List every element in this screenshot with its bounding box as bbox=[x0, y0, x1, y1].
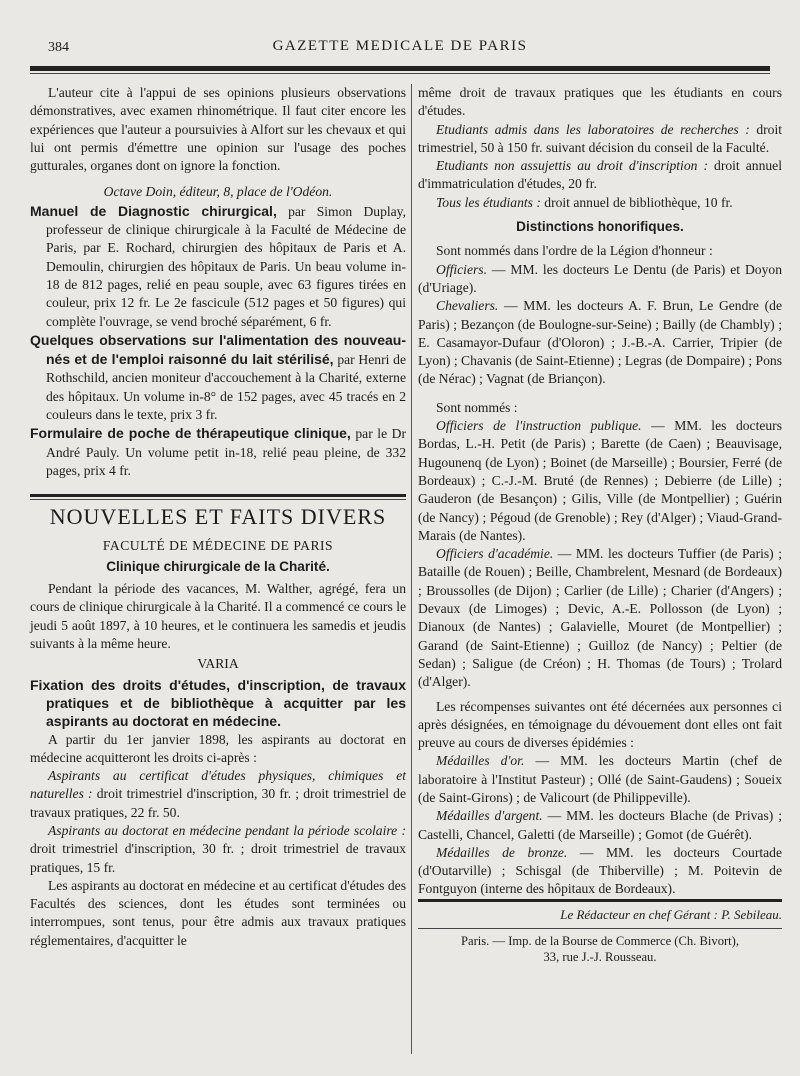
paragraph-text: droit trimestriel d'inscription, 30 fr. ; droit trimestriel de travaux pratiques, 15 fr. bbox=[30, 841, 406, 875]
page-number: 384 bbox=[48, 40, 69, 55]
right-column bbox=[418, 84, 782, 965]
italic-lead: Tous les étudiants : bbox=[436, 194, 541, 210]
book-notice bbox=[30, 424, 406, 480]
header-rule bbox=[30, 66, 770, 71]
editor-signature: Le Rédacteur en chef Gérant : P. Sebileau. bbox=[418, 899, 782, 924]
imprint-line: 33, rue J.-J. Rousseau. bbox=[543, 950, 657, 965]
varia-heading: VARIA bbox=[197, 656, 239, 672]
subheading: Distinctions honorifiques. bbox=[516, 219, 684, 235]
paragraph-text: droit trimestriel d'inscription, 30 fr. ; droit trimestriel de travaux pratiques, 22 fr. 50. bbox=[30, 786, 406, 820]
book-title: Quelques observations sur l'alimentation des nouveau-nés et de l'emploi raisonné du lait stérilisé, bbox=[30, 331, 406, 368]
italic-lead: Aspirants au certificat d'études physiques, chimiques et naturelles : bbox=[30, 768, 406, 802]
book-title: Manuel de Diagnostic chirurgical, bbox=[30, 202, 277, 219]
paragraph bbox=[418, 545, 782, 691]
paragraph: Sont nommés : bbox=[436, 399, 518, 415]
paragraph-text: droit annuel de bibliothèque, 10 fr. bbox=[540, 194, 733, 210]
article-heading: Fixation des droits d'études, d'inscription, de travaux pratiques et de bibliothèque à acquitter par les aspirants au doctorat en médecine. bbox=[30, 676, 406, 730]
paragraph-text: — MM. les docteurs Le Dentu (de Paris) et Doyon (d'Uriage). bbox=[418, 261, 782, 295]
book-description: par le Dr André Pauly. Un volume petit in-18, relié peau pleine, de 332 pages, prix 4 fr. bbox=[46, 426, 406, 478]
paragraph-text: — MM. les docteurs Courtade (d'Outarville) ; Schisgal (de Thiberville) ; M. Poitevin de Fontguyon (interne des hôpitaux de Bordeaux). bbox=[418, 844, 782, 897]
printer-imprint bbox=[418, 928, 782, 965]
faculty-heading: FACULTÉ DE MÉDECINE DE PARIS bbox=[102, 537, 334, 553]
imprint-line: Paris. — Imp. de la Bourse de Commerce (Ch. Bivort), bbox=[460, 934, 740, 949]
paragraph-text: — MM. les docteurs A. F. Brun, Le Gendre (de Paris) ; Bezançon (de Boulogne-sur-Seine) ; Bailly (de Chambly) ; E. Casamayor-Dufaur (d'Oloron) ; J.-B.-A. Carrier, Tripier (de Lyon) ; Chavanis (de Saint-Etienne) ; Legras (de Dompaire) ; Pons (de Nérac) ; Vagnat (de Briançon). bbox=[418, 298, 782, 387]
italic-lead: Médailles de bronze. bbox=[436, 844, 568, 860]
paragraph-text: — MM. les docteurs Blache (de Privas) ; Castelli, Chancel, Galetti (de Marseille) ; Gomot (de Guérêt). bbox=[418, 808, 782, 842]
italic-lead: Officiers. bbox=[436, 261, 487, 277]
paragraph bbox=[418, 807, 782, 844]
paragraph bbox=[418, 157, 782, 194]
italic-lead: Médailles d'argent. bbox=[436, 808, 543, 824]
paragraph-text: — MM. les docteurs Tuffier (de Paris) ; Bataille (de Rouen) ; Beille, Chambrelent, Mesnard (de Bordeaux) ; Broussolles (de Dijon) ; Carlier (de Lille) ; Charier (d'Angers) ; Devaux (de Limoges) ; Devic, A.-E. Pollosson (de Lyon) ; Dianoux (de Nantes) ; Galavielle, Mouret (de Montpellier) ; Garand (de Saint-Etienne) ; Guilloz (de Nancy) ; Peltier (de Sedan) ; Saligue (de Créon) ; H. Thomas (de Tours) ; Trolard (d'Alger). bbox=[418, 546, 782, 690]
paragraph bbox=[418, 844, 782, 899]
paragraph: Les aspirants au doctorat en médecine et au certificat d'études des Facultés des sciences, dont les études sont terminées ou interrompues, sont tenus, pour être admis aux travaux pratiques réglementaires, d'acquitter le bbox=[30, 877, 406, 948]
paragraph-text: — MM. les docteurs Martin (chef de laboratoire à l'Institut Pasteur) ; Ollé (de Saint-Gaudens) ; Soueix (de Saint-Girons) ; de Valicourt (de Philippeville). bbox=[418, 753, 782, 805]
paragraph: Sont nommés dans l'ordre de la Légion d'honneur : bbox=[436, 243, 713, 259]
italic-lead: Officiers d'académie. bbox=[436, 546, 554, 562]
header-rule-thin bbox=[30, 73, 770, 74]
paragraph bbox=[418, 194, 782, 212]
italic-lead: Officiers de l'instruction publique. bbox=[436, 418, 642, 434]
paragraph-text: — MM. les docteurs Bordas, L.-H. Petit (de Paris) ; Barette (de Caen) ; Beauvisage, Hugounenq (de Lyon) ; Boinet (de Marseille) ; Boursier, Ferré (de Bordeaux) ; C.-J.-M. Bruté (de Rennes) ; Debierre (de Lille) ; Gauderon (de Besançon) ; Gilis, Ville (de Montpellier) ; Guérin (de Nancy) ; Pégoud (de Grenoble) ; Rey (d'Alger) ; Viaud-Grand-Marais (de Nantes). bbox=[418, 418, 782, 543]
paragraph bbox=[418, 752, 782, 807]
italic-lead: Médailles d'or. bbox=[436, 753, 525, 769]
book-title: Formulaire de poche de thérapeutique clinique, bbox=[30, 425, 351, 442]
paragraph-text: droit annuel d'immatriculation d'études, 20 fr. bbox=[418, 158, 782, 192]
publisher-line: Octave Doin, éditeur, 8, place de l'Odéon. bbox=[103, 184, 333, 200]
paragraph bbox=[418, 261, 782, 298]
paragraph-text: droit trimestriel, 50 à 150 fr. suivant décision du conseil de la Faculté. bbox=[418, 121, 783, 155]
subheading: Clinique chirurgicale de la Charité. bbox=[106, 558, 330, 574]
italic-lead: Aspirants au doctorat en médecine pendant la période scolaire : bbox=[48, 822, 406, 838]
italic-lead: Chevaliers. bbox=[436, 298, 499, 314]
section-title: NOUVELLES ET FAITS DIVERS bbox=[49, 504, 387, 530]
paragraph: Les récompenses suivantes ont été décernées aux personnes ci après désignées, en témoignage du dévouement dont elles ont fait preuve au cours de diverses épidémies : bbox=[418, 698, 782, 751]
book-description: par Simon Duplay, professeur de clinique chirurgicale à la Faculté de Médecine de Paris, par E. Rochard, chirurgien des hôpitaux de Paris et A. Demoulin, chirurgien des hôpitaux de Paris. Un beau volume in-18 de 812 pages, relié en peau souple, avec 63 figures tirées en couleur, prix 12 fr. Le 2e fascicule (512 pages et 50 figures) qui complète l'ouvrage, se vend broché séparément, 6 fr. bbox=[46, 203, 406, 329]
book-notice bbox=[30, 331, 406, 424]
paragraph bbox=[418, 297, 782, 388]
paragraph bbox=[418, 121, 782, 158]
left-column bbox=[30, 84, 406, 950]
italic-lead: Etudiants admis dans les laboratoires de recherches : bbox=[436, 121, 750, 137]
paragraph bbox=[30, 822, 406, 877]
paragraph bbox=[30, 767, 406, 822]
paragraph: A partir du 1er janvier 1898, les aspirants au doctorat en médecine acquitteront les droits ci-après : bbox=[30, 731, 406, 765]
running-title: GAZETTE MEDICALE DE PARIS bbox=[272, 38, 528, 54]
paragraph bbox=[418, 417, 782, 545]
section-rule-thin bbox=[30, 499, 406, 500]
column-divider bbox=[411, 84, 412, 1054]
book-notice bbox=[30, 202, 406, 331]
paragraph: même droit de travaux pratiques que les étudiants en cours d'études. bbox=[418, 85, 782, 119]
book-description: par Henri de Rothschild, ancien moniteur d'accouchement à la Charité, externe des hôpitaux. Un volume in-8° de 152 pages, avec 45 tracés en 2 couleurs dans le texte, prix 3 fr. bbox=[46, 352, 406, 423]
italic-lead: Etudiants non assujettis au droit d'inscription : bbox=[436, 158, 708, 174]
paragraph: L'auteur cite à l'appui de ses opinions plusieurs observations démonstratives, avec examen rhinométrique. Il faut citer encore les expériences que l'auteur a poursuivies à Alfort sur les chevaux et qui lui ont permis d'émettre une opinion sur l'usage des poches gutturales, organes dont on ignore la fonction. bbox=[30, 85, 406, 174]
section-rule bbox=[30, 494, 406, 497]
paragraph: Pendant la période des vacances, M. Walther, agrégé, fera un cours de clinique chirurgicale à la Charité. Il a commencé ce cours le jeudi 5 août 1897, à 10 heures, et le continuera les samedis et jeudis suivants à la même heure. bbox=[30, 581, 406, 652]
